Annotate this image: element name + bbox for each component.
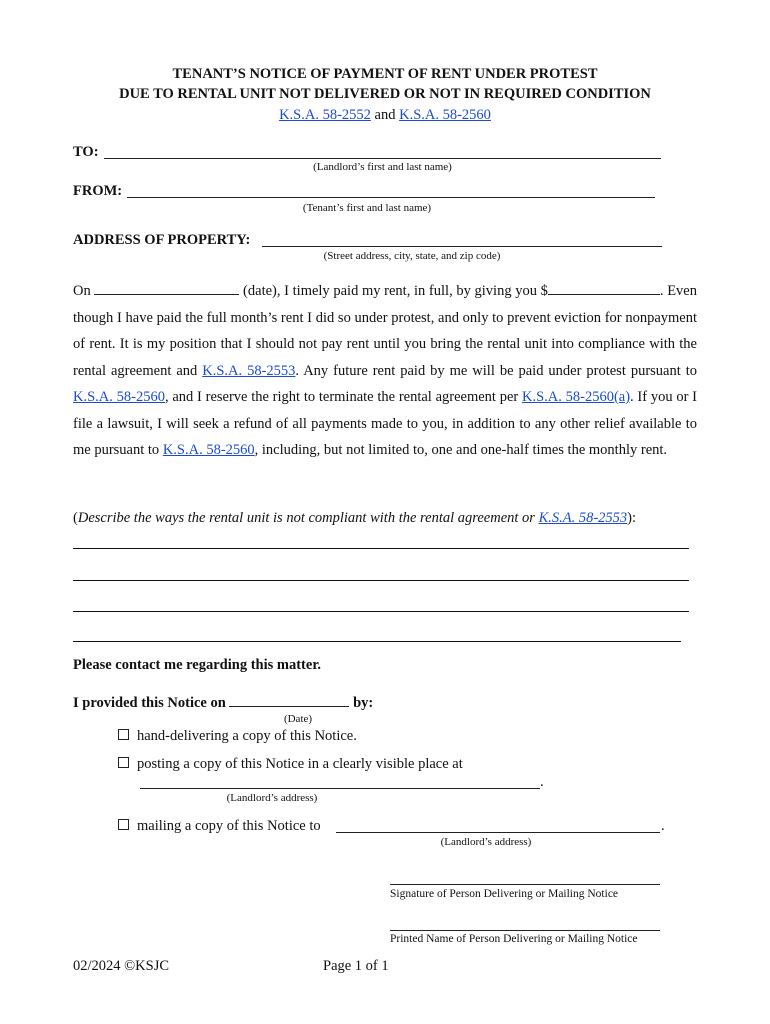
describe-line-3[interactable] — [73, 611, 689, 612]
link-ksa-58-2553-describe[interactable]: K.S.A. 58-2553 — [538, 510, 628, 526]
footer-date-copyright: 02/2024 ©KSJC — [73, 958, 170, 974]
hand-deliver-label: hand-delivering a copy of this Notice. — [137, 728, 357, 744]
body-part-3: , and I reserve the right to terminate the rental agreement per — [164, 389, 522, 405]
hand-deliver-checkbox[interactable] — [118, 729, 129, 740]
provided-text: I provided this Notice on — [73, 695, 230, 711]
posting-label: posting a copy of this Notice in a clearly visible place at — [137, 756, 463, 772]
cite-and: and — [370, 107, 400, 123]
describe-open: ( — [73, 510, 78, 526]
provided-date-field[interactable] — [229, 694, 349, 707]
address-hint: (Street address, city, state, and zip code) — [323, 250, 501, 262]
describe-line-1[interactable] — [73, 548, 689, 549]
amount-field[interactable] — [548, 282, 660, 295]
link-ksa-58-2560[interactable]: K.S.A. 58-2560 — [399, 107, 491, 123]
title-line-2: DUE TO RENTAL UNIT NOT DELIVERED OR NOT IN REQUIRED CONDITION — [119, 86, 651, 102]
option-posting — [118, 756, 463, 773]
printed-name-field[interactable] — [390, 930, 660, 931]
to-field[interactable] — [104, 158, 661, 159]
posting-address-field[interactable] — [140, 788, 540, 789]
describe-line-4[interactable] — [73, 641, 681, 642]
describe-line-2[interactable] — [73, 580, 689, 581]
to-label: TO: — [73, 144, 99, 160]
link-ksa-58-2560-body[interactable]: K.S.A. 58-2560 — [73, 389, 165, 405]
signature-label: Signature of Person Delivering or Mailing Notice — [390, 888, 619, 900]
body-part-1: . Even though I have paid the full month’s rent I did so under protest, and only to prevent eviction for nonpayment of rent. It is my position that I should not pay rent until you bring the rental unit into compliance with the rental agreement and — [73, 283, 697, 379]
to-hint: (Landlord’s first and last name) — [313, 161, 452, 173]
body-part-2: . Any future rent paid by me will be paid under protest pursuant to — [295, 362, 697, 379]
link-ksa-58-2552[interactable]: K.S.A. 58-2552 — [279, 107, 371, 123]
posting-checkbox[interactable] — [118, 757, 129, 768]
date-paid-field[interactable] — [94, 282, 239, 295]
link-ksa-58-2553[interactable]: K.S.A. 58-2553 — [202, 362, 296, 379]
mailing-address-hint: (Landlord’s address) — [440, 836, 532, 848]
signature-field[interactable] — [390, 884, 660, 885]
describe-prompt — [73, 510, 636, 527]
provided-date-hint: (Date) — [283, 713, 313, 725]
from-field[interactable] — [127, 197, 655, 198]
link-ksa-58-2560-relief[interactable]: K.S.A. 58-2560 — [162, 442, 255, 458]
statute-citations — [0, 107, 770, 124]
option-hand-deliver — [118, 728, 357, 745]
describe-close: ): — [627, 510, 637, 526]
body-part-4: . If you or I file a lawsuit, I will seek a refund of all payments made to you, in addition to any other relief available to me pursuant to — [73, 389, 697, 458]
posting-period: . — [540, 774, 544, 790]
mailing-checkbox[interactable] — [118, 819, 129, 830]
body-part-5: , including, but not limited to, one and one-half times the monthly rent. — [254, 442, 668, 458]
footer-page-number: Page 1 of 1 — [323, 958, 389, 974]
describe-text: Describe the ways the rental unit is not compliant with the rental agreement or — [77, 510, 539, 526]
address-field[interactable] — [262, 246, 662, 247]
link-ksa-58-2560a[interactable]: K.S.A. 58-2560(a) — [521, 389, 631, 405]
contact-request: Please contact me regarding this matter. — [73, 657, 322, 673]
title-line-1: TENANT’S NOTICE OF PAYMENT OF RENT UNDER PROTEST — [172, 66, 598, 82]
printed-name-label: Printed Name of Person Delivering or Mailing Notice — [390, 933, 638, 945]
mailing-address-field[interactable] — [336, 832, 660, 833]
option-mailing — [118, 818, 321, 835]
mailing-label: mailing a copy of this Notice to — [137, 818, 321, 834]
notice-body — [73, 278, 697, 464]
provided-notice-line — [73, 694, 373, 712]
posting-address-hint: (Landlord’s address) — [226, 792, 318, 804]
from-label: FROM: — [73, 183, 123, 199]
mailing-period: . — [661, 818, 665, 834]
address-label: ADDRESS OF PROPERTY: — [73, 232, 251, 248]
body-date-text: (date), I timely paid my rent, in full, by giving you $ — [239, 283, 548, 299]
body-on: On — [73, 283, 95, 299]
from-hint: (Tenant’s first and last name) — [302, 202, 432, 214]
provided-by: by: — [349, 695, 374, 711]
